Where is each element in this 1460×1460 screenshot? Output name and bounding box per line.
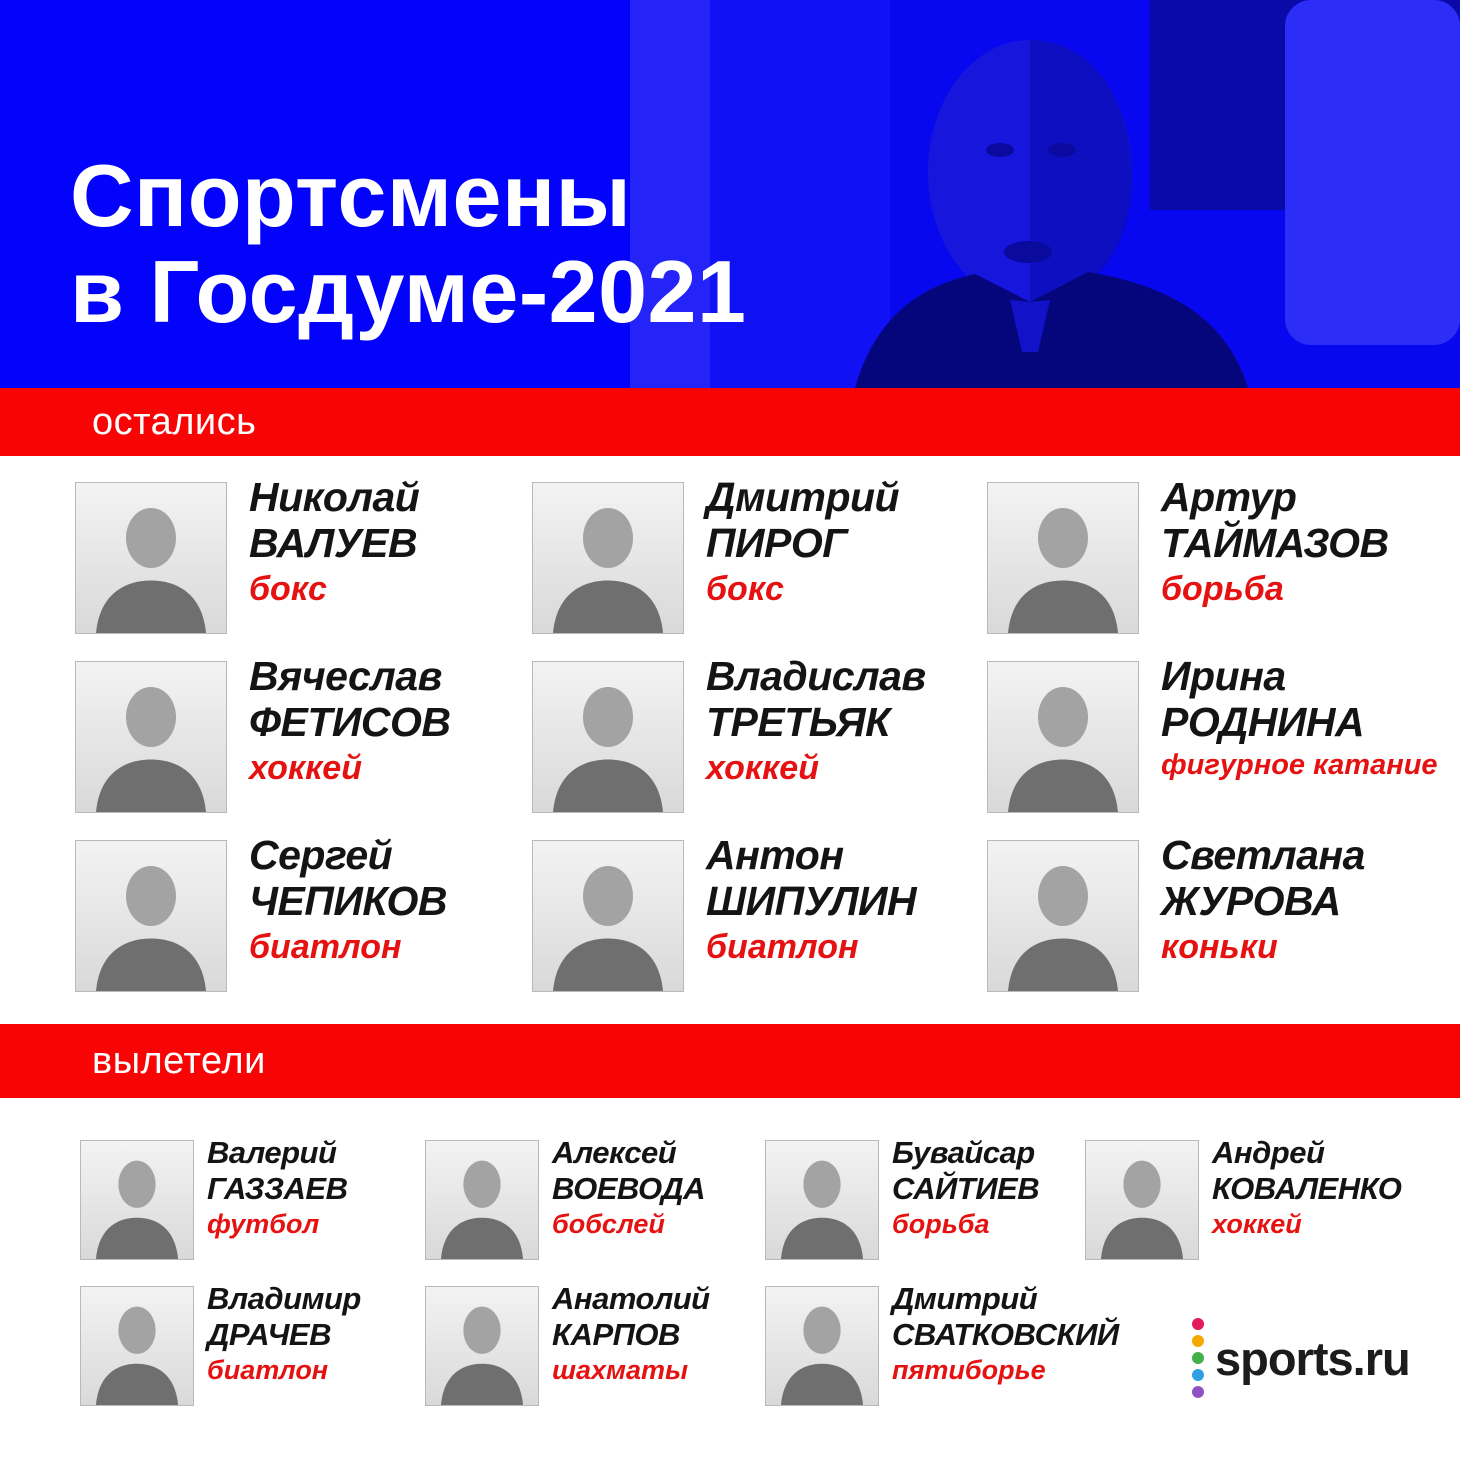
athlete-card: [80, 1135, 425, 1286]
athlete-card: [80, 1281, 425, 1432]
athlete-info: [207, 1135, 347, 1240]
athlete-sport: бокс: [706, 569, 784, 608]
athlete-info: [1161, 654, 1438, 782]
remained-grid: [75, 474, 1438, 1019]
athlete-info: [552, 1281, 710, 1386]
athlete-info: [552, 1135, 705, 1240]
athlete-card: [425, 1135, 765, 1286]
athlete-photo: [532, 482, 684, 634]
athlete-card: [1085, 1135, 1420, 1286]
athlete-last-name: ДРАЧЕВ: [207, 1316, 331, 1352]
athlete-last-name: ФЕТИСОВ: [249, 698, 451, 745]
athlete-sport: биатлон: [249, 927, 402, 966]
athlete-info: [706, 475, 899, 609]
athlete-sport: биатлон: [706, 927, 859, 966]
athlete-photo: [987, 482, 1139, 634]
athlete-first-name: Бувайсар: [892, 1135, 1035, 1170]
athlete-sport: коньки: [1161, 927, 1278, 966]
athlete-last-name: СВАТКОВСКИЙ: [892, 1316, 1119, 1352]
person-silhouette-icon: [766, 1141, 878, 1259]
athlete-sport: пятиборье: [892, 1354, 1046, 1385]
athlete-photo: [80, 1286, 194, 1406]
athlete-sport: борьба: [1161, 569, 1284, 608]
logo-dot: [1192, 1335, 1204, 1347]
logo-dot: [1192, 1386, 1204, 1398]
athlete-first-name: Светлана: [1161, 832, 1365, 878]
athlete-first-name: Антон: [706, 832, 844, 878]
person-silhouette-icon: [533, 662, 683, 812]
athlete-first-name: Ирина: [1161, 653, 1286, 699]
athlete-card: [765, 1135, 1085, 1286]
person-silhouette-icon: [533, 483, 683, 633]
person-silhouette-icon: [81, 1287, 193, 1405]
athlete-first-name: Алексей: [552, 1135, 677, 1170]
athlete-card: [425, 1281, 765, 1432]
athlete-first-name: Дмитрий: [892, 1281, 1038, 1316]
athlete-photo: [425, 1286, 539, 1406]
athlete-first-name: Андрей: [1212, 1135, 1325, 1170]
athlete-last-name: ТАЙМАЗОВ: [1161, 519, 1389, 566]
athlete-sport: бобслей: [552, 1208, 665, 1239]
athlete-last-name: ЧЕПИКОВ: [249, 877, 448, 924]
athlete-sport: биатлон: [207, 1354, 329, 1385]
band-remained: [0, 388, 1460, 456]
header: [0, 0, 1460, 388]
athlete-photo: [75, 840, 227, 992]
athlete-card: [987, 832, 1438, 1019]
logo-dot: [1192, 1369, 1204, 1381]
band-departed-label: вылетели: [92, 1039, 266, 1082]
person-silhouette-icon: [766, 1287, 878, 1405]
athlete-card: [765, 1281, 1119, 1432]
person-silhouette-icon: [76, 662, 226, 812]
person-silhouette-icon: [81, 1141, 193, 1259]
person-silhouette-icon: [426, 1141, 538, 1259]
athlete-card: [75, 474, 532, 661]
person-silhouette-icon: [988, 483, 1138, 633]
person-silhouette-icon: [988, 662, 1138, 812]
person-silhouette-icon: [76, 841, 226, 991]
athlete-photo: [75, 482, 227, 634]
athlete-card: [532, 832, 987, 1019]
sports-ru-logo-dots: [1192, 1318, 1204, 1398]
athlete-sport: хоккей: [1212, 1208, 1302, 1239]
athlete-info: [207, 1281, 361, 1386]
person-silhouette-icon: [1086, 1141, 1198, 1259]
athlete-photo: [765, 1286, 879, 1406]
athlete-first-name: Владислав: [706, 653, 926, 699]
athlete-photo: [425, 1140, 539, 1260]
band-remained-label: остались: [92, 400, 257, 443]
header-photo-blue-tinted: [630, 0, 1460, 388]
athlete-card: [532, 653, 987, 840]
athlete-info: [1212, 1135, 1401, 1240]
athlete-photo: [987, 661, 1139, 813]
athlete-card: [987, 653, 1438, 840]
athlete-first-name: Николай: [249, 474, 420, 520]
athlete-last-name: ЖУРОВА: [1161, 877, 1341, 924]
athlete-first-name: Владимир: [207, 1281, 361, 1316]
athlete-last-name: ВОЕВОДА: [552, 1170, 705, 1206]
athlete-info: [892, 1281, 1119, 1386]
page-title: [70, 148, 746, 340]
athlete-sport: футбол: [207, 1208, 320, 1239]
page-title-line1: Спортсмены: [70, 146, 632, 245]
page-title-line2: в Госдуме-2021: [70, 241, 747, 341]
athlete-sport: бокс: [249, 569, 327, 608]
athlete-photo: [75, 661, 227, 813]
person-silhouette-icon: [426, 1287, 538, 1405]
athlete-card: [987, 474, 1438, 661]
athlete-card: [532, 474, 987, 661]
sports-ru-logo-text: sports.ru: [1215, 1331, 1410, 1385]
athlete-info: [1161, 833, 1365, 967]
athlete-info: [249, 475, 419, 609]
athlete-first-name: Анатолий: [552, 1281, 710, 1316]
athlete-last-name: ГАЗЗАЕВ: [207, 1170, 348, 1206]
athlete-sport: борьба: [892, 1208, 990, 1239]
logo-dot: [1192, 1352, 1204, 1364]
athlete-info: [892, 1135, 1039, 1240]
athlete-last-name: ТРЕТЬЯК: [706, 698, 890, 745]
person-silhouette-icon: [988, 841, 1138, 991]
athlete-info: [249, 654, 451, 788]
athlete-sport: фигурное катание: [1161, 748, 1438, 781]
athlete-last-name: КОВАЛЕНКО: [1212, 1170, 1402, 1206]
athlete-last-name: ПИРОГ: [706, 519, 847, 566]
athlete-first-name: Дмитрий: [706, 474, 900, 520]
athlete-photo: [765, 1140, 879, 1260]
athlete-last-name: САЙТИЕВ: [892, 1170, 1040, 1206]
sports-ru-logo: [1192, 1318, 1410, 1398]
athlete-last-name: КАРПОВ: [552, 1316, 680, 1352]
athlete-sport: хоккей: [249, 748, 362, 787]
athlete-sport: шахматы: [552, 1354, 689, 1385]
athlete-sport: хоккей: [706, 748, 819, 787]
athlete-photo: [987, 840, 1139, 992]
athlete-first-name: Артур: [1161, 474, 1297, 520]
athlete-photo: [80, 1140, 194, 1260]
athlete-photo: [532, 661, 684, 813]
athlete-first-name: Вячеслав: [249, 653, 442, 699]
athlete-last-name: РОДНИНА: [1161, 698, 1365, 745]
band-departed: [0, 1024, 1460, 1098]
athlete-info: [249, 833, 447, 967]
logo-dot: [1192, 1318, 1204, 1330]
athlete-card: [75, 653, 532, 840]
athlete-card: [75, 832, 532, 1019]
athlete-photo: [532, 840, 684, 992]
athlete-first-name: Сергей: [249, 832, 393, 878]
athlete-photo: [1085, 1140, 1199, 1260]
athlete-last-name: ВАЛУЕВ: [249, 519, 418, 566]
person-silhouette-icon: [533, 841, 683, 991]
athlete-info: [706, 833, 916, 967]
athlete-last-name: ШИПУЛИН: [706, 877, 917, 924]
athlete-info: [706, 654, 926, 788]
person-silhouette-icon: [76, 483, 226, 633]
athlete-info: [1161, 475, 1389, 609]
athlete-first-name: Валерий: [207, 1135, 337, 1170]
